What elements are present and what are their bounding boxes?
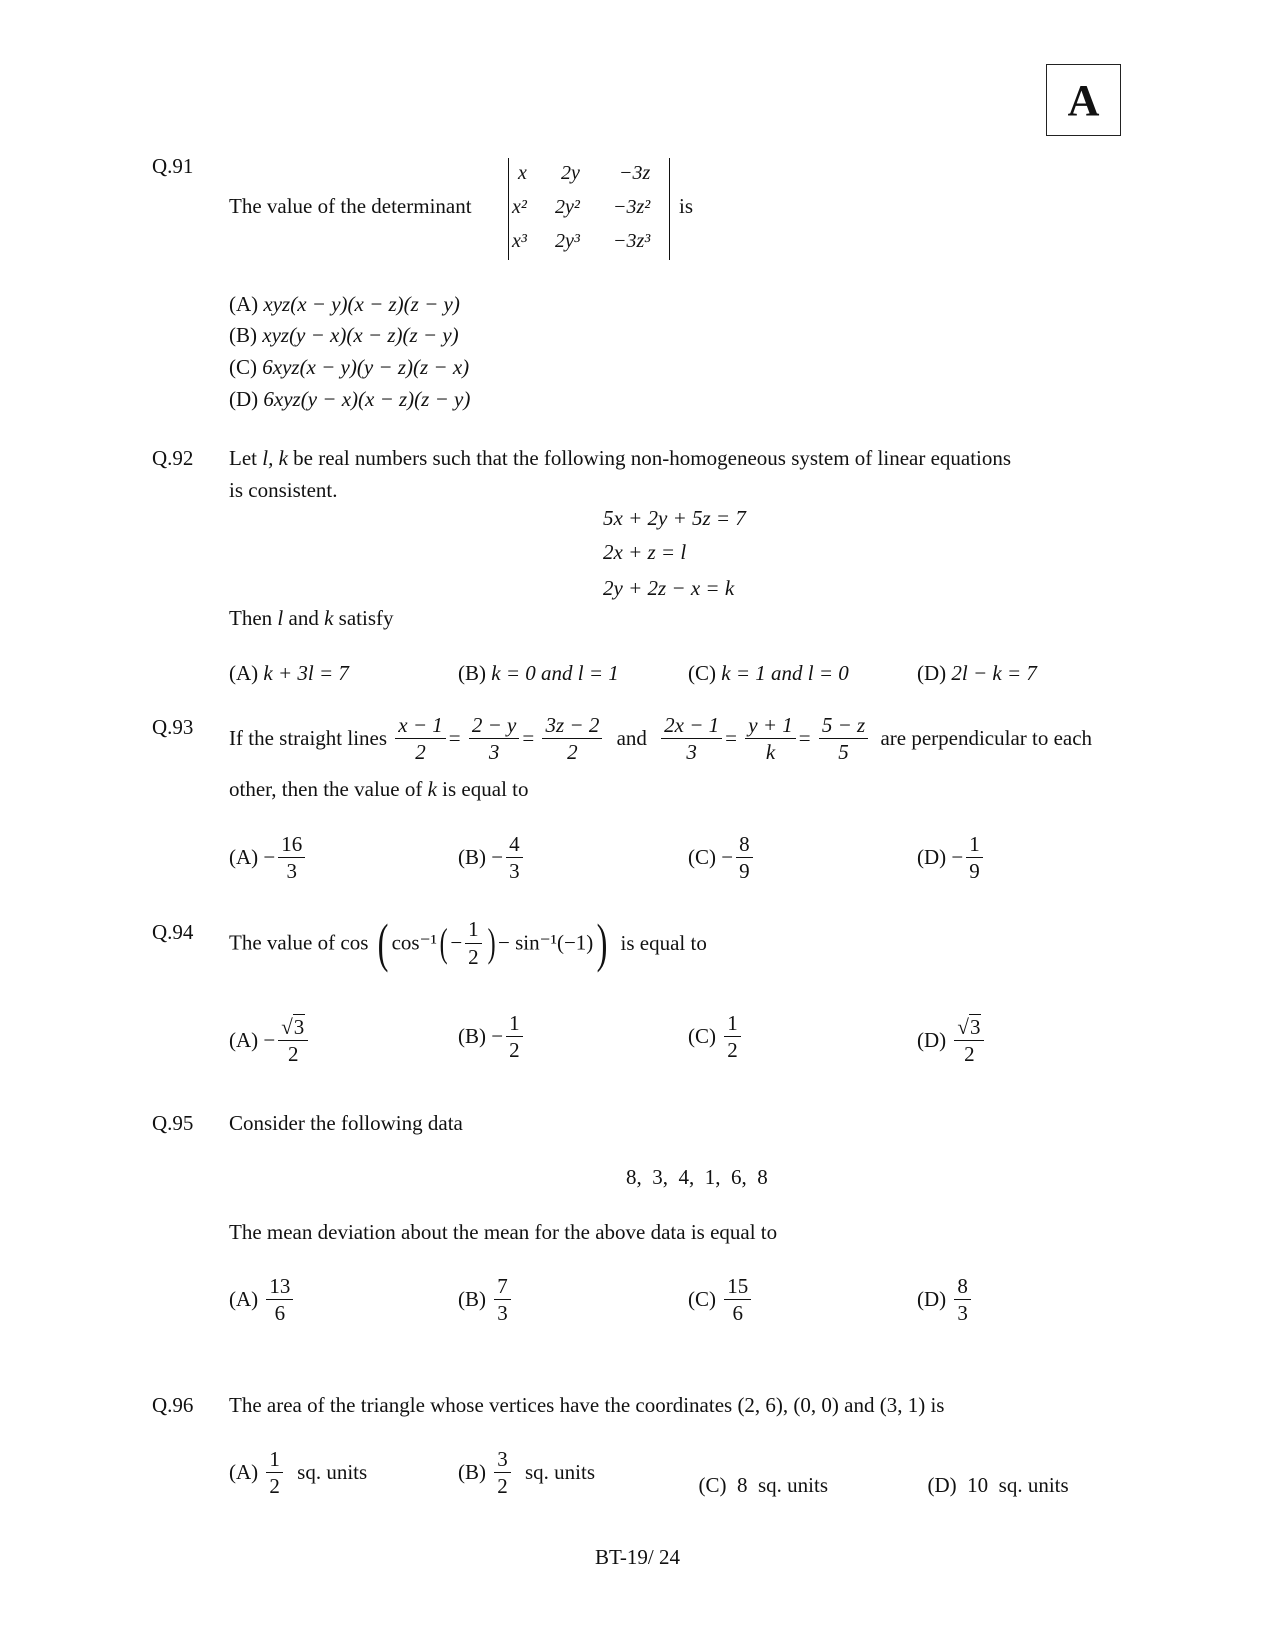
q92-equation-1: 5x + 2y + 5z = 7 bbox=[603, 506, 746, 530]
q92-stem-line1: Let l, k be real numbers such that the following non-homogeneous system of linear equations bbox=[229, 446, 1012, 470]
q92-option-c[interactable]: (C) k = 1 and l = 0 bbox=[688, 661, 849, 685]
q92-then: Then l and k satisfy bbox=[229, 606, 394, 630]
q92-number: Q.92 bbox=[152, 446, 194, 470]
q95-option-c[interactable]: (C) $\frac{15}{6}$ bbox=[688, 1275, 754, 1324]
question-set-label: A bbox=[1046, 64, 1121, 136]
det-cell: −3z³ bbox=[613, 230, 651, 252]
q95-option-b[interactable]: (B) $\frac{7}{3}$ bbox=[458, 1275, 514, 1324]
q94-option-d[interactable]: (D) $\frac{√3}{2}$ bbox=[917, 1016, 987, 1065]
q92-equation-2: 2x + z = l bbox=[603, 540, 687, 564]
fraction: $\frac{3z - 2}{2}$ bbox=[542, 714, 602, 763]
q93-option-d[interactable]: (D) − $\frac{1}{9}$ bbox=[917, 833, 986, 882]
fraction: $\frac{x - 1}{2}$ bbox=[395, 714, 446, 763]
q96-stem: The area of the triangle whose vertices have the coordinates (2, 6), (0, 0) and (3, 1) is bbox=[229, 1393, 945, 1417]
fraction: $\frac{y + 1}{k}$ bbox=[745, 714, 796, 763]
q91-option-d[interactable]: (D) 6xyz(y − x)(x − z)(z − y) bbox=[229, 387, 471, 411]
q92-option-b[interactable]: (B) k = 0 and l = 1 bbox=[458, 661, 619, 685]
q92-stem-line2: is consistent. bbox=[229, 478, 338, 502]
q94-option-c[interactable]: (C) $\frac{1}{2}$ bbox=[688, 1012, 744, 1061]
q93-number: Q.93 bbox=[152, 715, 194, 739]
det-cell: x² bbox=[512, 196, 527, 218]
q91-option-b[interactable]: (B) xyz(y − x)(x − z)(z − y) bbox=[229, 323, 459, 347]
q95-option-a[interactable]: (A) $\frac{13}{6}$ bbox=[229, 1275, 296, 1324]
det-cell: −3z bbox=[619, 162, 651, 184]
q94-number: Q.94 bbox=[152, 920, 194, 944]
q96-option-b[interactable]: (B) $\frac{3}{2}$ sq. units bbox=[458, 1447, 596, 1499]
fraction: $\frac{2 - y}{3}$ bbox=[469, 714, 520, 763]
q93-option-b[interactable]: (B) − $\frac{4}{3}$ bbox=[458, 833, 526, 882]
det-cell: 2y bbox=[561, 162, 580, 184]
q91-option-c[interactable]: (C) 6xyz(x − y)(y − z)(z − x) bbox=[229, 355, 470, 379]
det-cell: 2y³ bbox=[555, 230, 580, 252]
q94-option-b[interactable]: (B) − $\frac{1}{2}$ bbox=[458, 1012, 526, 1061]
q93-option-c[interactable]: (C) − $\frac{8}{9}$ bbox=[688, 833, 756, 882]
q95-data: 8, 3, 4, 1, 6, 8 bbox=[626, 1165, 768, 1189]
det-cell: 2y² bbox=[555, 196, 580, 218]
q96-option-c[interactable]: (C) 8 sq. units bbox=[698, 1473, 829, 1497]
page-footer: BT-19/ 24 bbox=[595, 1545, 680, 1569]
q91-number: Q.91 bbox=[152, 154, 194, 178]
q91-stem-end: is bbox=[679, 194, 694, 218]
q96-number: Q.96 bbox=[152, 1393, 194, 1417]
q96-option-d[interactable]: (D) 10 sq. units bbox=[927, 1473, 1069, 1497]
q95-number: Q.95 bbox=[152, 1111, 194, 1135]
q94-stem: The value of cos ( cos⁻¹( − $\frac{1}{2}$ ) − sin⁻¹(−1)) is equal to bbox=[229, 913, 707, 973]
q92-option-a[interactable]: (A) k + 3l = 7 bbox=[229, 661, 349, 685]
q96-option-a[interactable]: (A) $\frac{1}{2}$ sq. units bbox=[229, 1447, 368, 1499]
q94-option-a[interactable]: (A) − $\frac{√3}{2}$ bbox=[229, 1016, 311, 1065]
det-cell: −3z² bbox=[613, 196, 651, 218]
q95-question: The mean deviation about the mean for the above data is equal to bbox=[229, 1220, 778, 1244]
q95-stem: Consider the following data bbox=[229, 1111, 463, 1135]
q91-determinant bbox=[508, 158, 670, 260]
q95-option-d[interactable]: (D) $\frac{8}{3}$ bbox=[917, 1275, 974, 1324]
det-cell: x bbox=[518, 162, 527, 184]
fraction: $\frac{5 - z}{5}$ bbox=[819, 714, 868, 763]
q91-stem: The value of the determinant bbox=[229, 194, 472, 218]
q92-option-d[interactable]: (D) 2l − k = 7 bbox=[917, 661, 1037, 685]
q93-option-a[interactable]: (A) − $\frac{16}{3}$ bbox=[229, 833, 308, 882]
q93-stem-line2: other, then the value of k is equal to bbox=[229, 777, 529, 801]
q92-equation-3: 2y + 2z − x = k bbox=[603, 576, 735, 600]
q91-option-a[interactable]: (A) xyz(x − y)(x − z)(z − y) bbox=[229, 292, 460, 316]
fraction: $\frac{2x - 1}{3}$ bbox=[661, 714, 722, 763]
q93-stem-line1: If the straight lines $\frac{x - 1}{2}$ = $\frac{2 - y}{3}$ = $\frac{3z - 2}{2}$ and $\frac{2x - 1}{3}$ = $\frac{y + 1}{k}$ = $\frac{5 - z}{5}$ are perpendicular to each bbox=[229, 713, 1093, 765]
det-cell: x³ bbox=[512, 230, 527, 252]
